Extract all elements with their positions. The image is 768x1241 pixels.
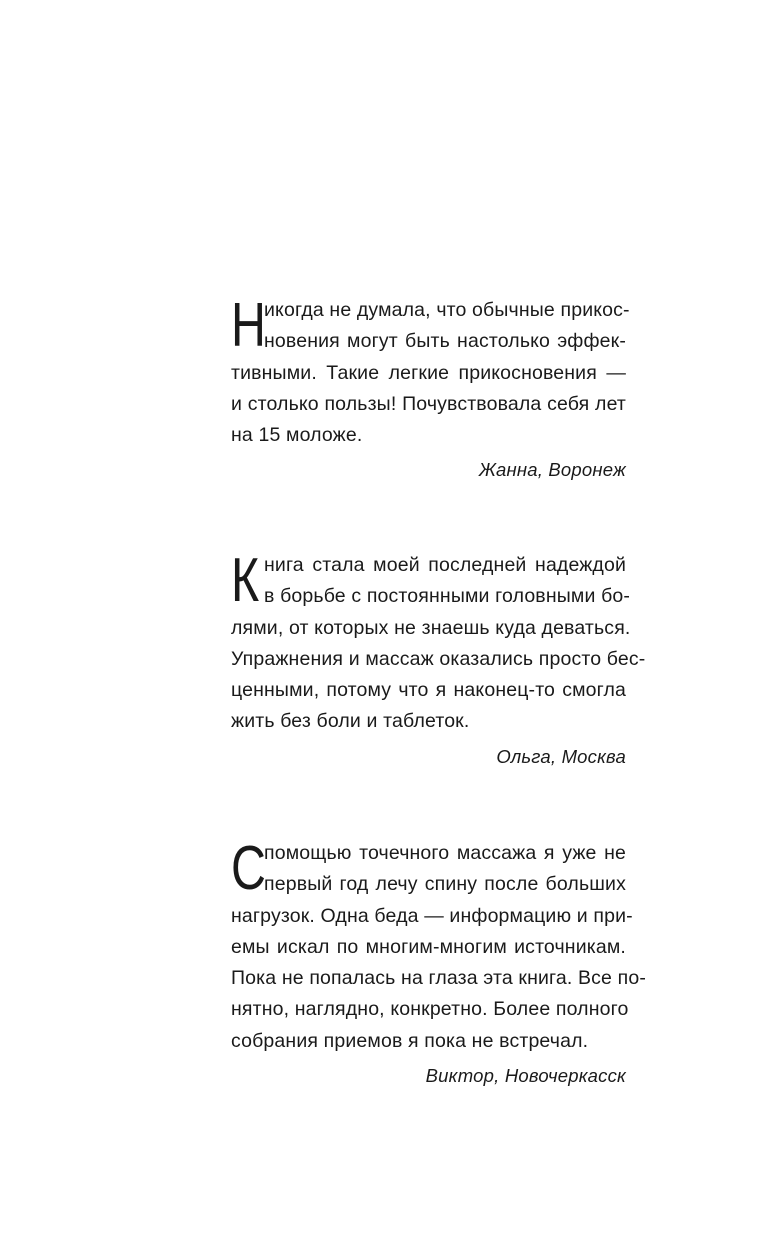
review-line: жить без боли и таблеток. (231, 710, 470, 733)
review-text (231, 546, 646, 738)
review-line: ценными, потому что я наконец-то смогла (231, 679, 626, 702)
review-line: помощью точечного массажа я уже не (264, 842, 626, 864)
review-author: Жанна, Воронеж (478, 459, 626, 481)
review-author: Ольга, Москва (496, 745, 626, 767)
review-line: Пока не попалась на глаза эта книга. Все по- (231, 967, 646, 990)
review-line: и столько пользы! Почувствовала себя лет (231, 392, 626, 415)
review-line: нагрузок. Одна беда — информацию и при- (231, 904, 633, 927)
review-line: на 15 моложе. (231, 424, 363, 447)
dropcap-letter: С (231, 834, 265, 903)
review-line: нига стала моей последней надеждой (264, 554, 626, 576)
review-line: икогда не думала, что обычные прикос- (264, 299, 630, 321)
review-line: лями, от которых не знаешь куда деваться. (231, 616, 631, 639)
review-line: в борьбе с постоянными головными бо- (264, 585, 631, 608)
dropcap-letter: К (231, 546, 258, 615)
review-line: первый год лечу спину после больших (264, 873, 626, 896)
review-author: Виктор, Новочеркасск (425, 1065, 626, 1087)
review-line: нятно, наглядно, конкретно. Более полного (231, 998, 629, 1021)
review-text (231, 291, 630, 451)
dropcap-letter: Н (231, 291, 265, 360)
review-line: новения могут быть настолько эффек- (264, 330, 626, 353)
review-line: емы искал по многим-многим источникам. (231, 935, 626, 958)
review-1 (231, 291, 630, 482)
review-line: Упражнения и массаж оказались просто бес- (231, 647, 646, 670)
review-text (231, 834, 646, 1057)
review-line: собрания приемов я пока не встречал. (231, 1029, 589, 1052)
review-2 (231, 546, 646, 769)
review-line: тивными. Такие легкие прикосновения — (231, 361, 626, 384)
review-3 (231, 834, 646, 1088)
